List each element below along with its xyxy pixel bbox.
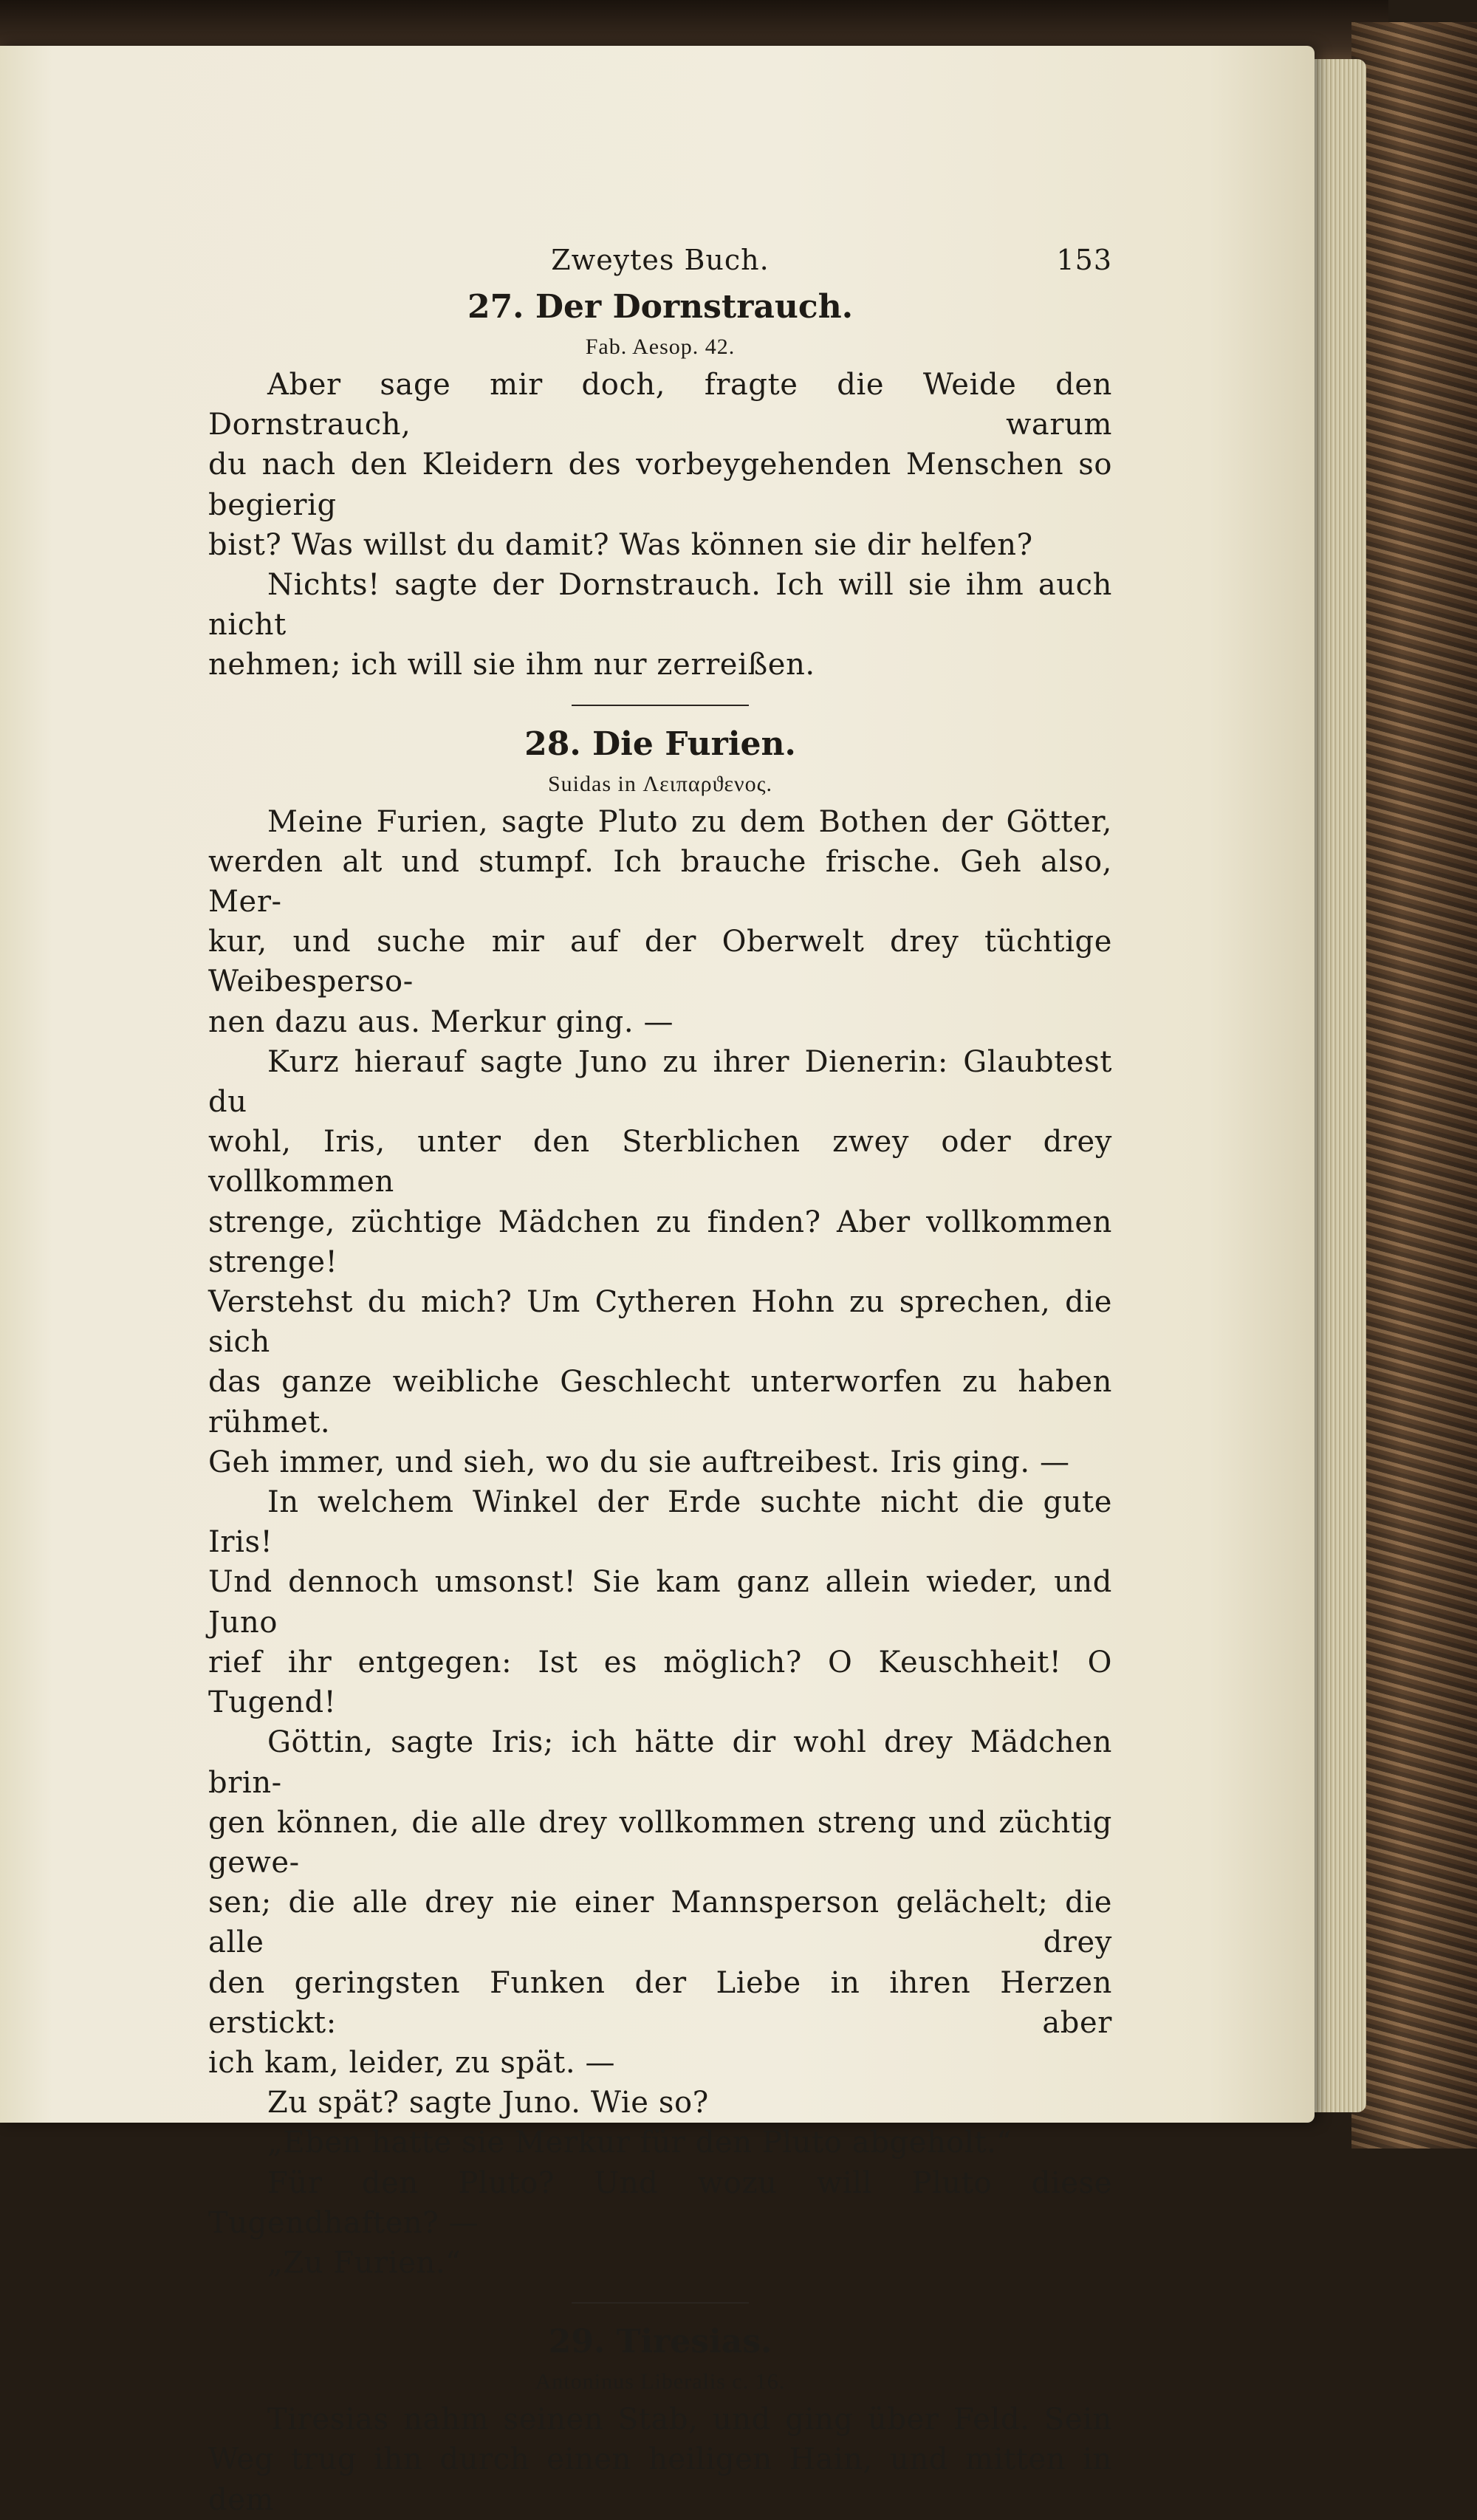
text-line: „Eben hatte sie Merkur für den Pluto abgeholt.“ — [267, 2126, 1012, 2160]
section-source: Suidas in Λειπαρϑενος. — [548, 771, 772, 796]
paragraph — [208, 1722, 1112, 2083]
section-source: Fab. Aesop. 42. — [585, 335, 736, 359]
paragraph — [208, 1482, 1112, 1722]
page-number: 153 — [1056, 244, 1112, 276]
text-line: Tiresias nahm seinen Stab, und ging über Feld. Sein — [267, 2403, 1112, 2437]
text-line: „Zu Furien.“ — [267, 2245, 462, 2280]
text-line: Zu spät? sagte Juno. Wie so? — [267, 2086, 709, 2120]
text-line: gen können, die alle drey vollkommen streng und züchtig gewe- — [208, 1805, 1112, 1880]
text-line: Kurz hierauf sagte Juno zu ihrer Dienerin: Glaubtest du — [208, 1044, 1112, 1120]
page-text-block — [208, 244, 1112, 2520]
text-line: werden alt und stumpf. Ich brauche frische. Geh also, Mer- — [208, 844, 1112, 920]
section-27 — [208, 285, 1112, 685]
text-line: In welchem Winkel der Erde suchte nicht die gute Iris! — [208, 1485, 1112, 1560]
text-line: rief ihr entgegen: Ist es möglich? O Keuschheit! O Tugend! — [208, 1645, 1112, 1720]
paragraph — [208, 2163, 1112, 2243]
text-line: Meine Furien, sagte Pluto zu dem Bothen der Götter, — [267, 804, 1112, 839]
section-heading: 27. Der Dornstrauch. — [467, 288, 854, 326]
text-line: Göttin, sagte Iris; ich hätte dir wohl drey Mädchen brin- — [208, 1725, 1112, 1800]
text-line: den geringsten Funken der Liebe in ihren Herzen erstickt: aber — [208, 1965, 1112, 2040]
section-29 — [208, 2320, 1112, 2520]
text-line: bist? Was willst du damit? Was können sie dir helfen? — [208, 527, 1033, 562]
text-line: Nichts! sagte der Dornstrauch. Ich will sie ihm auch nicht — [208, 568, 1112, 643]
paragraph — [208, 565, 1112, 685]
paragraph — [208, 2083, 1112, 2123]
text-line: nehmen; ich will sie ihm nur zerreißen. — [208, 648, 815, 682]
book-page — [0, 46, 1315, 2517]
running-title: Zweytes Buch. — [551, 244, 770, 276]
text-line: Für den Pluto? Und wozu will Pluto diese Tugendhaften? — — [208, 2165, 1112, 2240]
text-line: Aber sage mir doch, fragte die Weide den Dornstrauch, warum — [208, 368, 1112, 442]
book-cover-edge — [1351, 22, 1477, 2148]
page-stack-edge — [1311, 59, 1366, 2112]
text-line: du nach den Kleidern des vorbeygehenden Menschen so begierig — [208, 448, 1112, 522]
text-line: strenge, züchtige Mädchen zu finden? Aber vollkommen strenge! — [208, 1205, 1112, 1279]
paragraph — [208, 1042, 1112, 1482]
text-line: sen; die alle drey nie einer Mannsperson gelächelt; die alle drey — [208, 1886, 1112, 1960]
running-header — [208, 244, 1112, 285]
section-heading: 29. Tiresias. — [548, 2323, 772, 2361]
section-28 — [208, 722, 1112, 2284]
section-divider — [572, 705, 749, 706]
text-line: Geh immer, und sieh, wo du sie auftreibest. Iris ging. — — [208, 1445, 1070, 1479]
section-heading: 28. Die Furien. — [524, 725, 796, 763]
text-line: das ganze weibliche Geschlecht unterworfen zu haben rühmet. — [208, 1365, 1112, 1439]
text-line: ich kam, leider, zu spät. — — [208, 2045, 616, 2080]
paragraph — [208, 2400, 1112, 2520]
paragraph — [208, 802, 1112, 1042]
text-line: Verstehst du mich? Um Cytheren Hohn zu sprechen, die sich — [208, 1285, 1112, 1360]
paragraph — [208, 2123, 1112, 2163]
text-line: kur, und suche mir auf der Oberwelt drey tüchtige Weibesperso- — [208, 925, 1112, 999]
paragraph — [208, 2243, 1112, 2283]
paragraph — [208, 365, 1112, 565]
text-line: nen dazu aus. Merkur ging. — — [208, 1004, 674, 1039]
text-line: Und dennoch umsonst! Sie kam ganz allein wieder, und Juno — [208, 1565, 1112, 1640]
text-line: wohl, Iris, unter den Sterblichen zwey oder drey vollkommen — [208, 1125, 1112, 1199]
text-line: Weg trug ihn durch einen heiligen Hain, und mitten in dem — [208, 2442, 1112, 2517]
section-divider — [572, 2302, 749, 2304]
section-source: Antoninus Liberalis c. 16. — [535, 2369, 786, 2394]
